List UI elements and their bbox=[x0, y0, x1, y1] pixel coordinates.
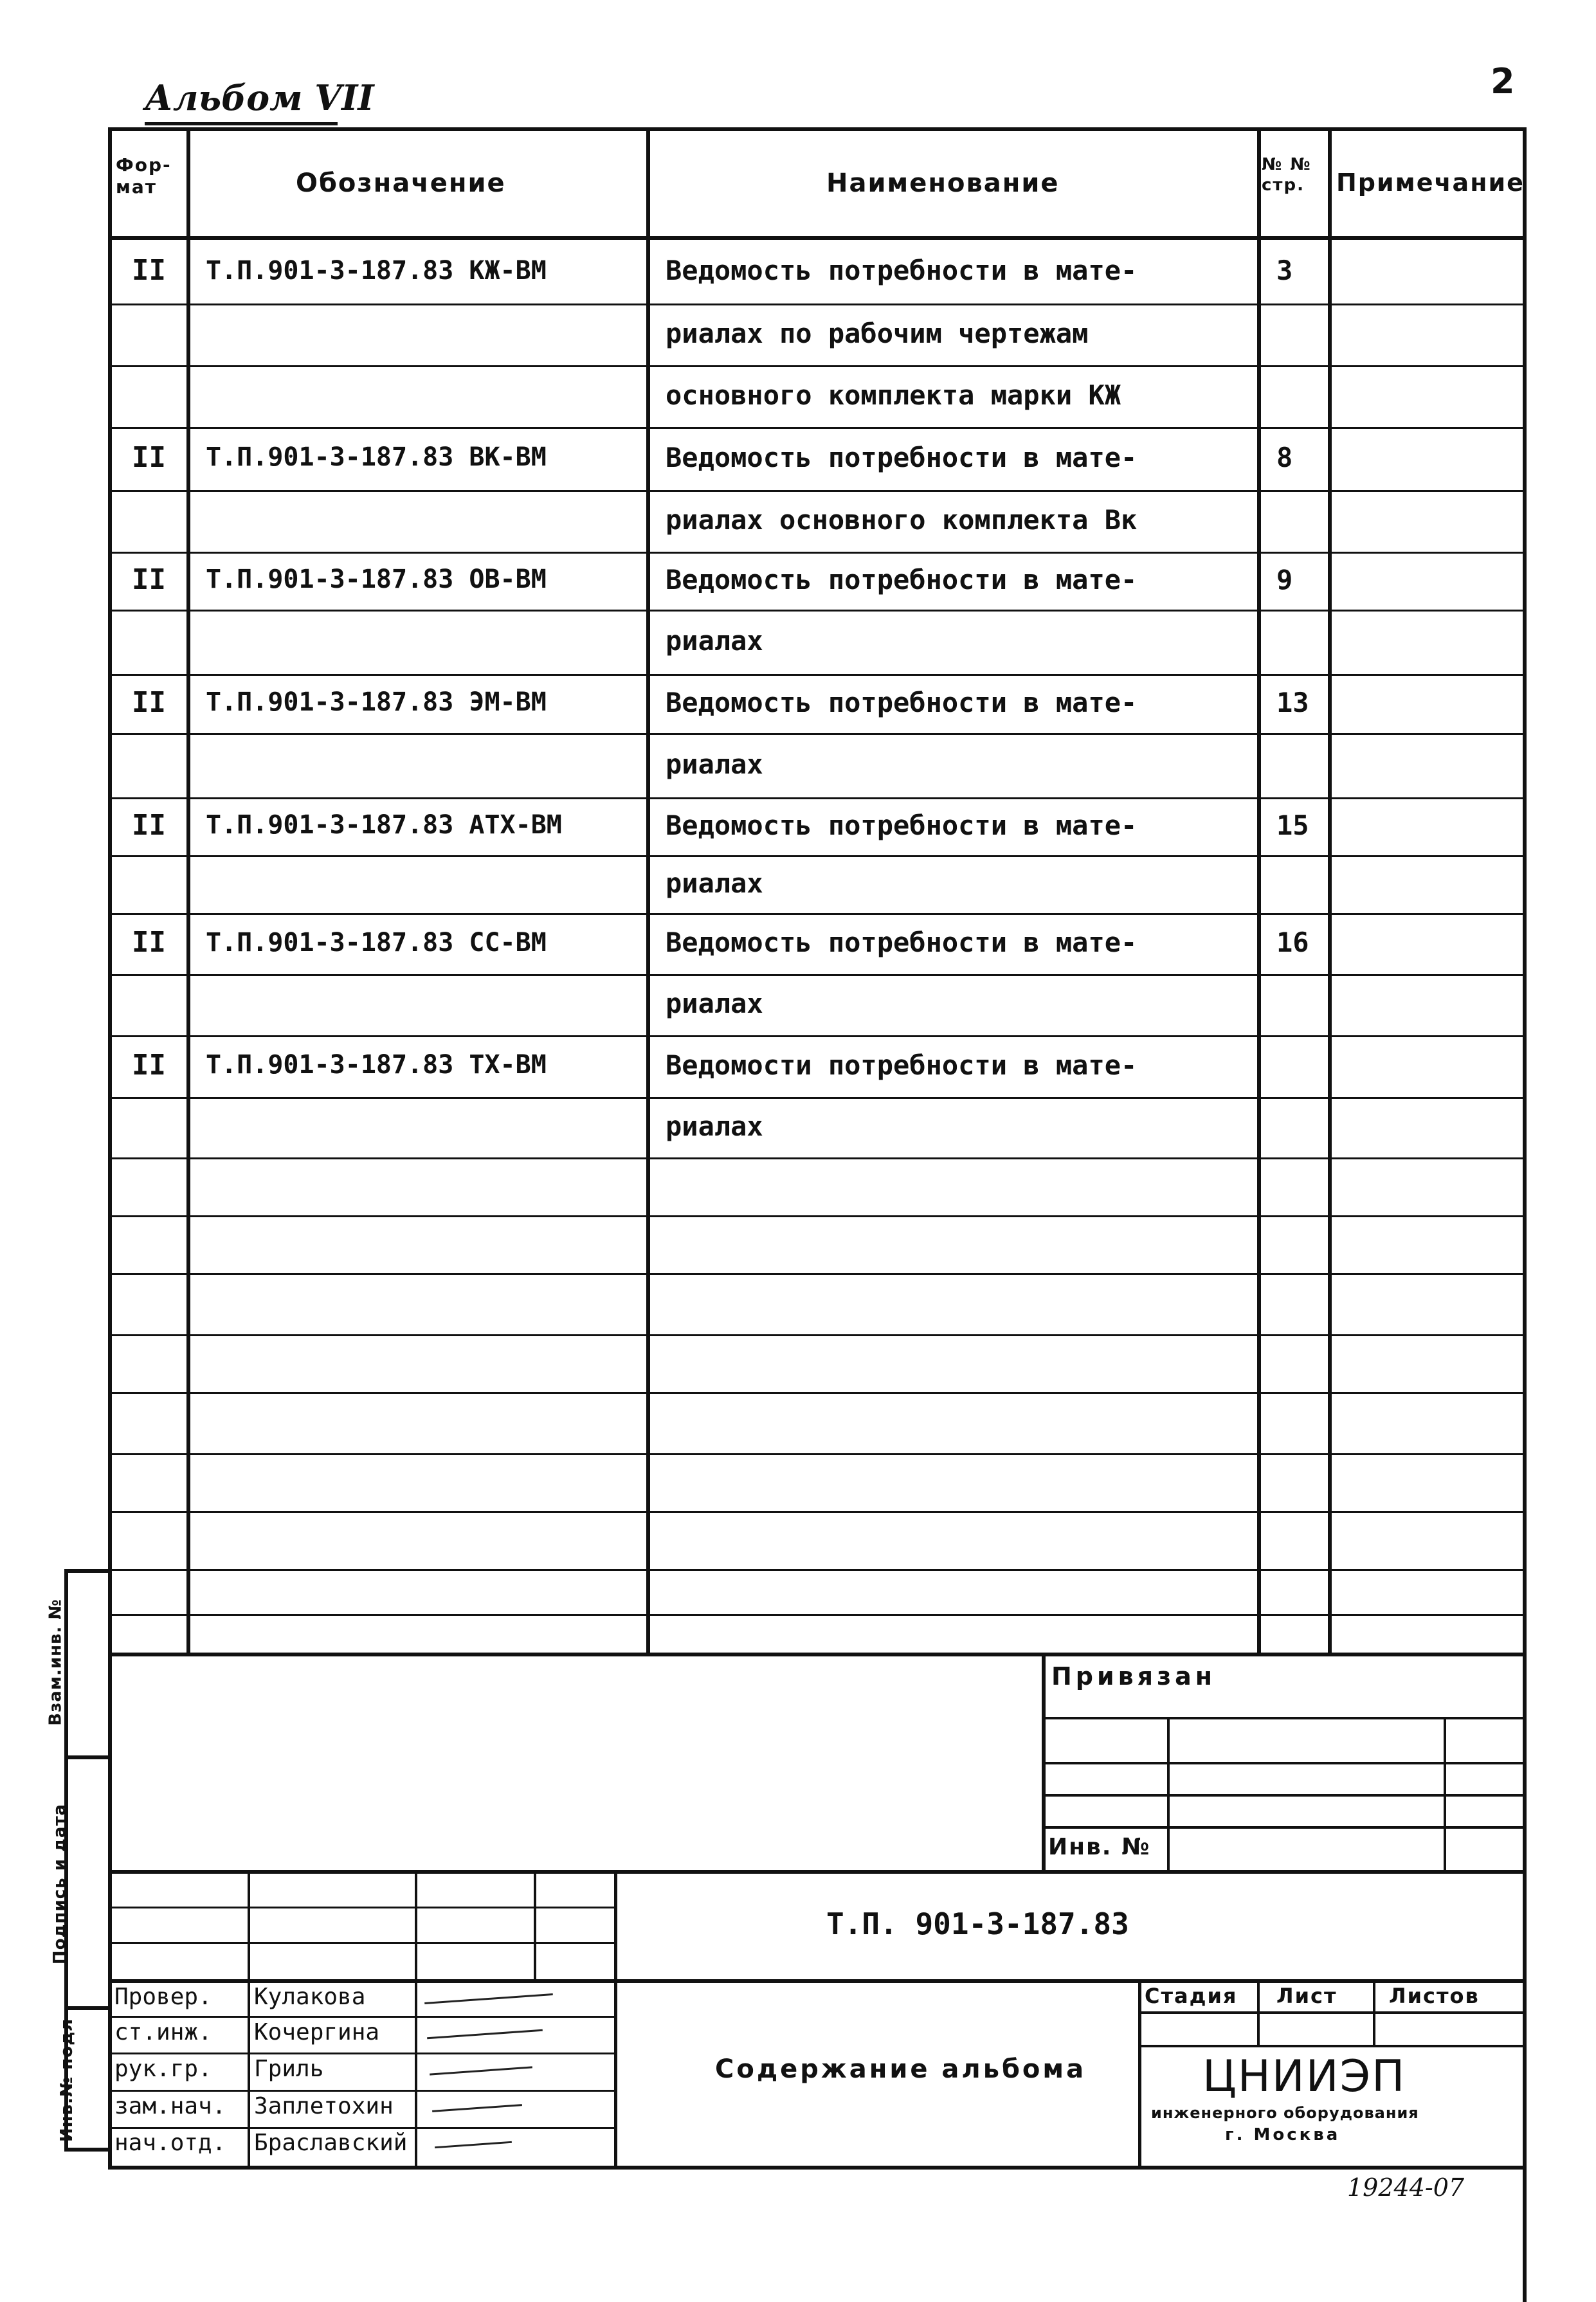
archive-number: 19244-07 bbox=[1347, 2173, 1465, 2202]
header-designation: Обозначение bbox=[296, 168, 506, 198]
row-format: II bbox=[132, 926, 166, 959]
header-page-no: № № стр. bbox=[1262, 155, 1312, 195]
header-name: Наименование bbox=[826, 168, 1060, 198]
row-page: 3 bbox=[1276, 255, 1293, 287]
org-city: г. Москва bbox=[1225, 2125, 1341, 2144]
row-divider bbox=[108, 1453, 1527, 1455]
header-note: Примечание bbox=[1336, 168, 1525, 197]
row-divider bbox=[108, 610, 1527, 612]
row-format: II bbox=[132, 563, 166, 596]
row-divider bbox=[108, 913, 1527, 915]
row-divider bbox=[108, 1392, 1527, 1394]
sheets-header: Листов bbox=[1389, 1984, 1480, 2008]
row-name: Ведомость потребности в мате- bbox=[666, 441, 1138, 473]
row-name: риалах основного комплекта Вк bbox=[666, 503, 1138, 536]
row-name: Ведомость потребности в мате- bbox=[666, 927, 1138, 959]
row-divider bbox=[108, 1511, 1527, 1513]
row-divider bbox=[108, 733, 1527, 735]
row-divider bbox=[108, 797, 1527, 799]
signature-role: нач.отд. bbox=[114, 2130, 226, 2156]
signature-role: зам.нач. bbox=[114, 2093, 226, 2119]
row-divider bbox=[108, 974, 1527, 976]
row-divider bbox=[108, 552, 1527, 554]
row-divider bbox=[108, 674, 1527, 676]
signature-name: Гриль bbox=[254, 2056, 324, 2082]
row-format: II bbox=[132, 808, 166, 842]
side-stamp-podpis: Подпись и дата bbox=[50, 1803, 70, 1965]
row-name: Ведомость потребности в мате- bbox=[666, 686, 1138, 718]
row-name: риалах bbox=[666, 1110, 763, 1143]
row-designation: Т.П.901-3-187.83 ЭМ-ВМ bbox=[206, 687, 547, 718]
row-divider bbox=[108, 1157, 1527, 1159]
row-designation: Т.П.901-3-187.83 ВК-ВМ bbox=[206, 442, 547, 473]
signature-role: рук.гр. bbox=[114, 2056, 212, 2082]
row-divider bbox=[108, 427, 1527, 429]
row-divider bbox=[108, 1097, 1527, 1099]
signature-role: Провер. bbox=[114, 1984, 212, 2010]
row-divider bbox=[108, 1614, 1527, 1616]
row-designation: Т.П.901-3-187.83 ТХ-ВМ bbox=[206, 1050, 547, 1080]
row-format: II bbox=[132, 1048, 166, 1082]
row-divider bbox=[108, 1273, 1527, 1275]
row-page: 8 bbox=[1276, 441, 1293, 473]
signature-name: Кулакова bbox=[254, 1984, 366, 2010]
row-divider bbox=[108, 1569, 1527, 1571]
row-divider bbox=[108, 855, 1527, 857]
row-designation: Т.П.901-3-187.83 ОВ-ВМ bbox=[206, 565, 547, 595]
row-page: 9 bbox=[1276, 563, 1293, 595]
row-name: риалах bbox=[666, 624, 763, 657]
row-format: II bbox=[132, 685, 166, 719]
signature-role: ст.инж. bbox=[114, 2019, 212, 2045]
signature-name: Кочергина bbox=[254, 2019, 380, 2045]
row-name: Ведомость потребности в мате- bbox=[666, 563, 1138, 595]
privyazan-label: Привязан bbox=[1051, 1662, 1217, 1690]
sheet-header: Лист bbox=[1276, 1984, 1338, 2008]
row-format: II bbox=[132, 440, 166, 474]
row-page: 16 bbox=[1276, 927, 1309, 959]
signature-name: Браславский bbox=[254, 2130, 408, 2156]
row-divider bbox=[108, 1334, 1527, 1336]
page-number: 2 bbox=[1491, 61, 1515, 102]
stage-header: Стадия bbox=[1145, 1984, 1238, 2008]
row-divider bbox=[108, 1035, 1527, 1037]
org-line2: инженерного оборудования bbox=[1151, 2104, 1419, 2122]
header-format: Фор- мат bbox=[116, 154, 172, 197]
row-name: основного комплекта марки КЖ bbox=[666, 379, 1121, 411]
row-designation: Т.П.901-3-187.83 АТХ-ВМ bbox=[206, 810, 562, 840]
row-divider bbox=[108, 1215, 1527, 1217]
row-divider bbox=[108, 304, 1527, 305]
row-name: Ведомость потребности в мате- bbox=[666, 809, 1138, 841]
row-divider bbox=[108, 490, 1527, 492]
document-title: Содержание альбома bbox=[715, 2054, 1087, 2084]
row-format: II bbox=[132, 254, 166, 287]
album-label: Альбом VII bbox=[145, 77, 374, 118]
row-page: 13 bbox=[1276, 686, 1309, 718]
document-code: Т.П. 901-3-187.83 bbox=[826, 1907, 1129, 1941]
row-divider bbox=[108, 365, 1527, 367]
row-name: риалах bbox=[666, 867, 763, 899]
org-name: ЦНИИЭП bbox=[1202, 2051, 1406, 2102]
privyazan-inv-no: Инв. № bbox=[1048, 1834, 1151, 1860]
row-name: риалах bbox=[666, 988, 763, 1020]
side-stamp-vzam: Взам.инв. № bbox=[46, 1599, 66, 1726]
row-name: Ведомость потребности в мате- bbox=[666, 255, 1138, 287]
row-name: риалах по рабочим чертежам bbox=[666, 317, 1089, 349]
side-stamp-inv-podl: Инв.№ подл bbox=[57, 2018, 77, 2143]
signature-name: Заплетохин bbox=[254, 2093, 394, 2119]
row-name: Ведомости потребности в мате- bbox=[666, 1049, 1138, 1081]
row-designation: Т.П.901-3-187.83 СС-ВМ bbox=[206, 927, 547, 957]
row-name: риалах bbox=[666, 748, 763, 780]
row-page: 15 bbox=[1276, 809, 1309, 841]
row-designation: Т.П.901-3-187.83 КЖ-ВМ bbox=[206, 255, 547, 285]
